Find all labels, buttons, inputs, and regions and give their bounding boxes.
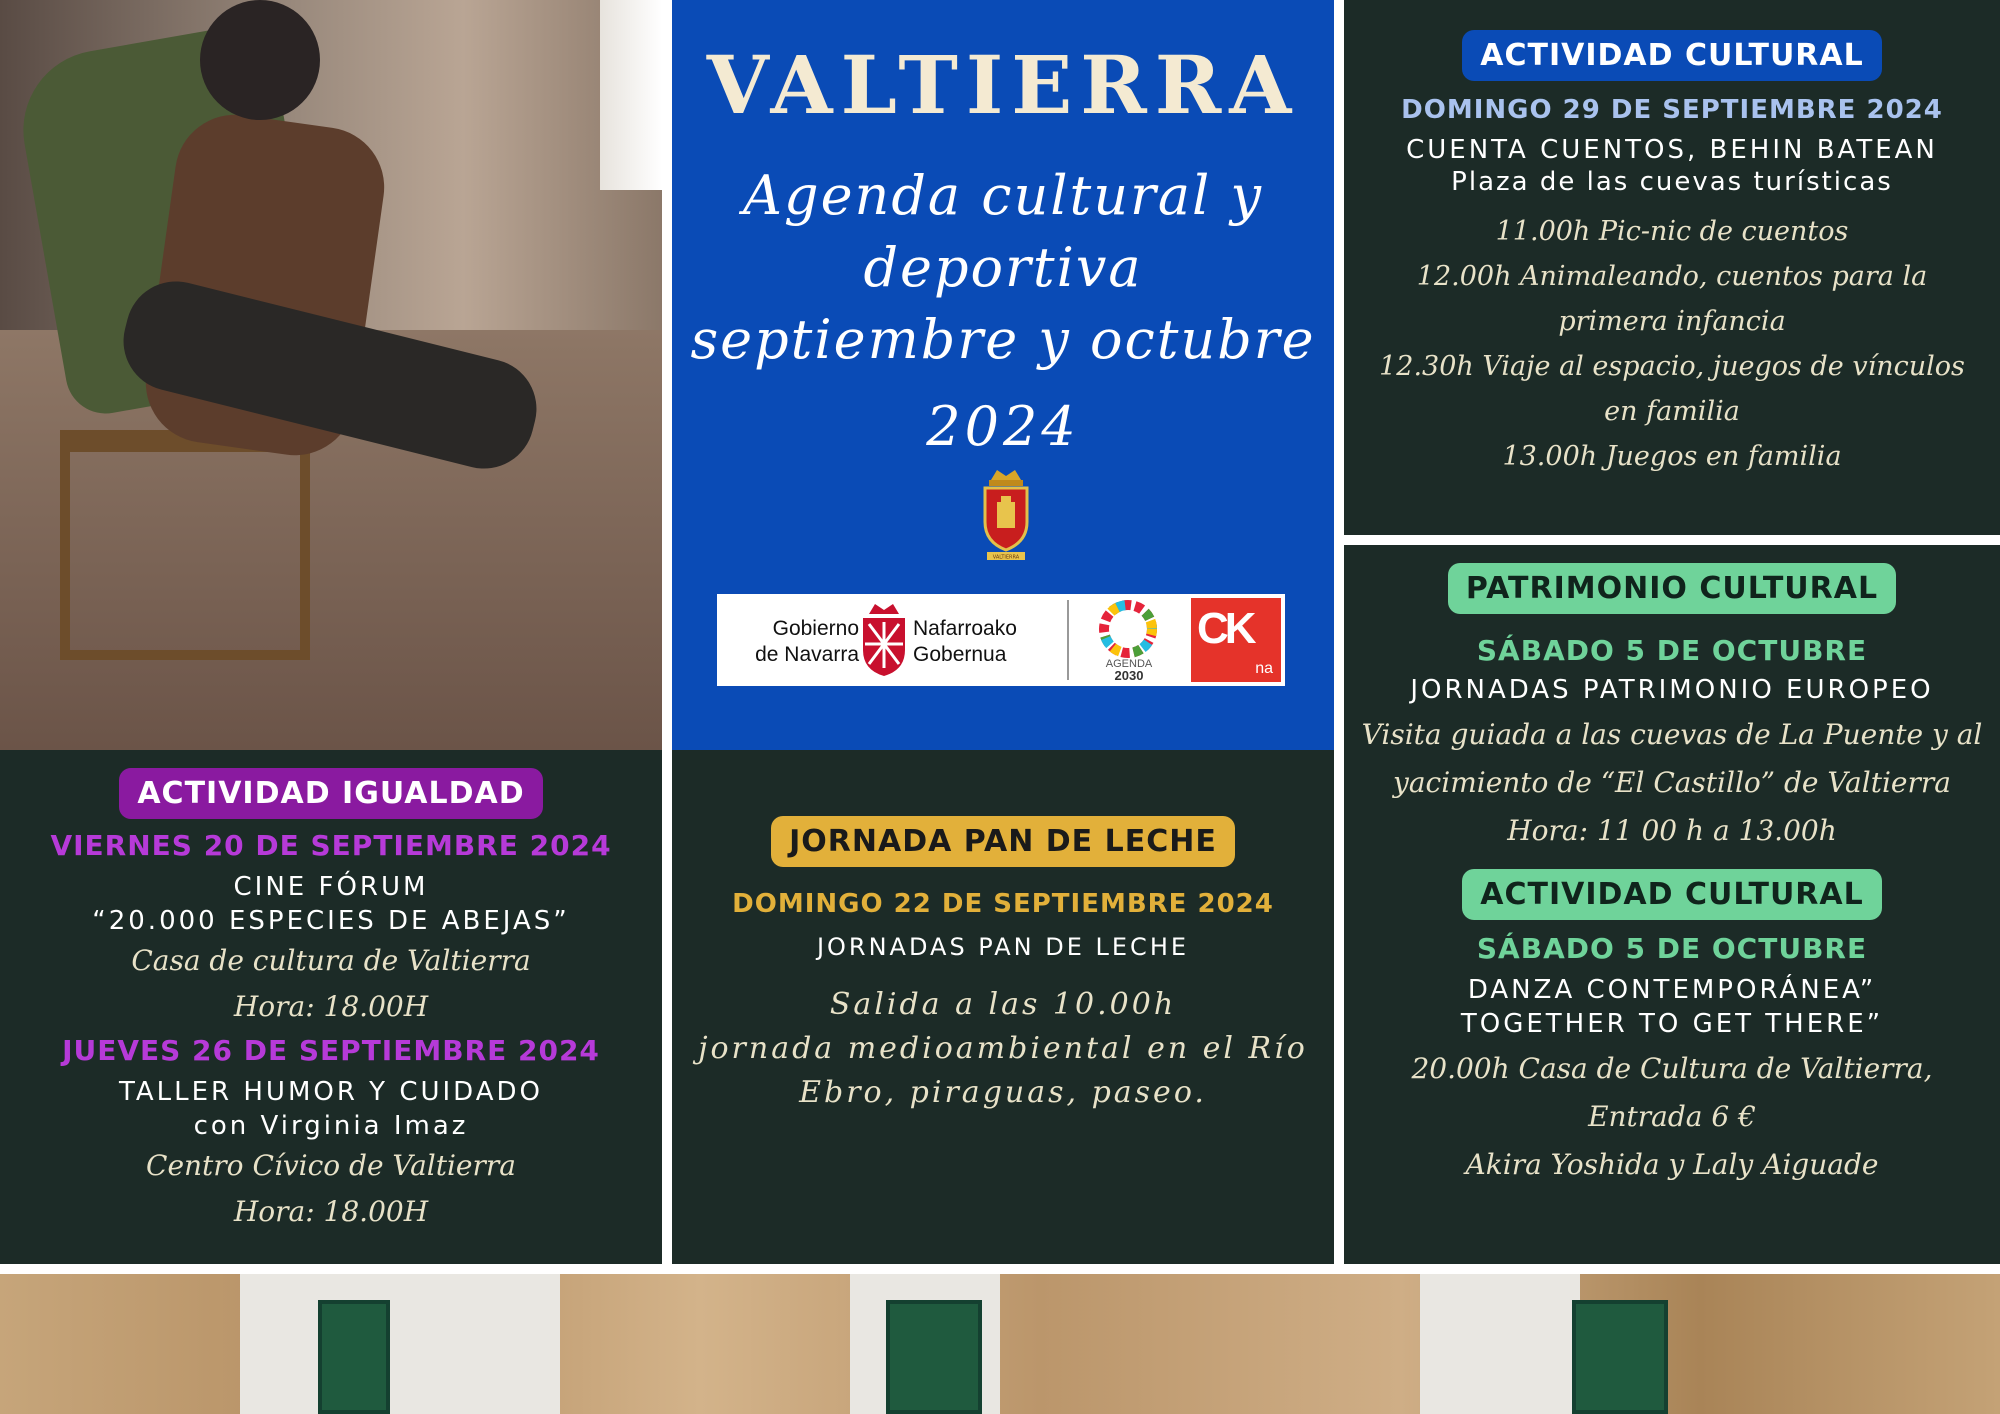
igualdad-panel [0, 750, 662, 1264]
cultural-sept-badge: ACTIVIDAD CULTURAL [1462, 30, 1882, 81]
pan-de-leche-title: JORNADAS PAN DE LECHE [816, 933, 1190, 961]
cave-whitewash-right [1420, 1274, 1580, 1414]
cultural-sept-title: CUENTA CUENTOS, BEHIN BATEAN [1406, 135, 1938, 165]
town-crest-icon [977, 466, 1035, 562]
caves-photo [0, 1274, 2000, 1414]
igualdad-event2-time: Hora: 18.00H [233, 1195, 429, 1228]
gobierno-navarra-logo [717, 594, 1067, 686]
cultural-sept-item-3: 12.30h Viaje al espacio, juegos de vínculos en familia [1379, 351, 1965, 427]
cultural-sept-item-1: 11.00h Pic-nic de cuentos [1495, 216, 1849, 247]
gobierno-line-2: de Navarra [755, 643, 859, 666]
gobierno-line-1: Gobierno [772, 617, 859, 640]
agenda-2030-logo [1079, 594, 1179, 686]
cultural-oct-title-2: TOGETHER TO GET THERE” [1460, 1009, 1884, 1039]
title-panel [672, 0, 1334, 750]
pan-de-leche-panel [672, 750, 1334, 1264]
october-events-panel [1344, 545, 2000, 1264]
cave-door-left [318, 1300, 390, 1414]
photo-chair [60, 430, 310, 660]
pan-de-leche-line-1: Salida a las 10.00h [829, 987, 1177, 1022]
cultural-oct-title-1: DANZA CONTEMPORÁNEA” [1467, 975, 1877, 1005]
cave-door-right [1572, 1300, 1668, 1414]
cultural-oct-line-3: Akira Yoshida y Laly Aiguade [1465, 1148, 1879, 1181]
igualdad-event2-date: JUEVES 26 DE SEPTIEMBRE 2024 [62, 1034, 600, 1067]
agenda-year-label: 2030 [1114, 668, 1144, 683]
pan-de-leche-badge: JORNADA PAN DE LECHE [771, 816, 1235, 867]
igualdad-event2-place: Centro Cívico de Valtierra [146, 1149, 516, 1182]
patrimonio-line-1: Visita guiada a las cuevas de La Puente y al [1361, 718, 1983, 751]
cultural-oct-date: SÁBADO 5 DE OCTUBRE [1476, 932, 1868, 965]
nafarroako-line-2: Gobernua [913, 643, 1007, 666]
town-title: VALTIERRA [706, 38, 1300, 132]
sdg-wheel-icon [1097, 598, 1159, 660]
patrimonio-time: Hora: 11 00 h a 13.00h [1507, 814, 1837, 847]
dance-photo [0, 0, 662, 750]
ck-sub: na [1255, 660, 1273, 677]
pan-de-leche-date: DOMINGO 22 DE SEPTIEMBRE 2024 [732, 889, 1274, 919]
ck-label: CK [1197, 604, 1253, 653]
subtitle-line-3: septiembre y octubre [690, 308, 1316, 371]
ck-logo [1191, 598, 1281, 682]
igualdad-event1-place: Casa de cultura de Valtierra [131, 944, 531, 977]
cultural-sept-place: Plaza de las cuevas turísticas [1451, 167, 1893, 197]
subtitle-line-2: deportiva [863, 236, 1143, 299]
igualdad-event1-line-2: “20.000 ESPECIES DE ABEJAS” [92, 906, 570, 936]
pan-de-leche-line-2: jornada medioambiental en el Río [698, 1031, 1308, 1066]
igualdad-event2-line-1: TALLER HUMOR Y CUIDADO [118, 1077, 544, 1107]
navarra-shield-icon [859, 602, 909, 678]
cultural-oct-line-1: 20.00h Casa de Cultura de Valtierra, [1411, 1052, 1933, 1085]
sponsor-logos [717, 594, 1285, 686]
igualdad-event1-line-1: CINE FÓRUM [233, 872, 429, 902]
igualdad-badge: ACTIVIDAD IGUALDAD [119, 768, 542, 819]
patrimonio-date: SÁBADO 5 DE OCTUBRE [1476, 634, 1868, 667]
agenda-label: AGENDA [1105, 658, 1153, 670]
igualdad-event1-date: VIERNES 20 DE SEPTIEMBRE 2024 [50, 829, 612, 862]
nafarroako-line-1: Nafarroako [913, 617, 1017, 640]
cultural-oct-badge: ACTIVIDAD CULTURAL [1462, 869, 1882, 920]
patrimonio-badge: PATRIMONIO CULTURAL [1448, 563, 1896, 614]
cultural-sept-item-4: 13.00h Juegos en familia [1502, 441, 1842, 472]
cultural-september-panel [1344, 0, 2000, 535]
logo-divider [1067, 600, 1069, 680]
patrimonio-title: JORNADAS PATRIMONIO EUROPEO [1410, 675, 1934, 705]
igualdad-event2-line-2: con Virginia Imaz [193, 1111, 469, 1141]
igualdad-event1-time: Hora: 18.00H [233, 990, 429, 1023]
cave-whitewash-left [240, 1274, 560, 1414]
photo-figure-head [200, 0, 320, 120]
cave-door-center [886, 1300, 982, 1414]
photo-curtain [600, 0, 662, 190]
agenda-subtitle [672, 160, 1334, 376]
crest-label: VALTIERRA [992, 554, 1020, 561]
cultural-sept-item-2: 12.00h Animaleando, cuentos para la primera infancia [1416, 261, 1928, 337]
agenda-year: 2024 [926, 395, 1080, 458]
cultural-sept-date: DOMINGO 29 DE SEPTIEMBRE 2024 [1401, 95, 1943, 125]
patrimonio-line-2: yacimiento de “El Castillo” de Valtierra [1393, 766, 1951, 799]
subtitle-line-1: Agenda cultural y [743, 164, 1263, 227]
pan-de-leche-line-3: Ebro, piraguas, paseo. [799, 1075, 1207, 1110]
cultural-oct-line-2: Entrada 6 € [1588, 1100, 1756, 1133]
